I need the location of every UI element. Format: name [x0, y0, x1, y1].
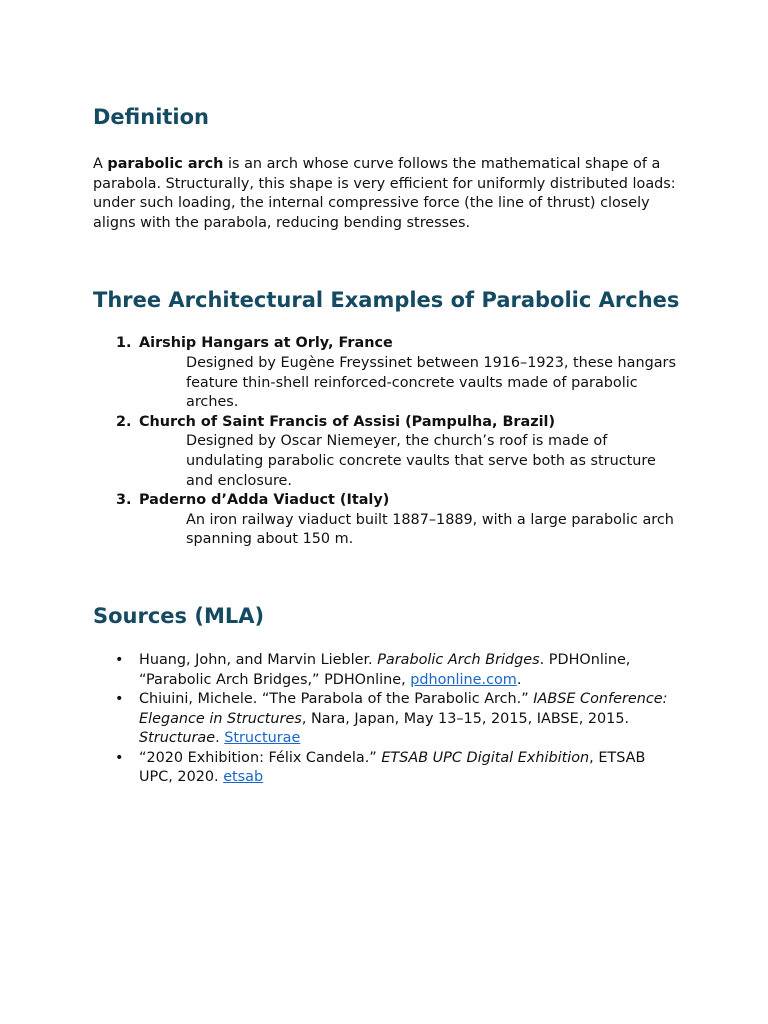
- source-text: “2020 Exhibition: Félix Candela.”: [139, 749, 382, 766]
- examples-heading: Three Architectural Examples of Parabolic Arches: [93, 288, 680, 313]
- definition-term: parabolic arch: [107, 156, 224, 172]
- examples-list: [93, 334, 683, 550]
- example-description: An iron railway viaduct built 1887–1889, with a large parabolic arch spanning about 150 m.: [186, 511, 674, 548]
- source-title: IABSE Conference: Elegance in Structures: [139, 691, 668, 727]
- source-title: Structurae: [139, 730, 216, 747]
- list-item: [93, 334, 683, 412]
- source-title: Parabolic Arch Bridges: [377, 651, 540, 668]
- source-text: , ETSAB UPC, 2020.: [139, 749, 646, 786]
- list-number: 2.: [116, 413, 132, 430]
- source-text: .: [215, 730, 225, 747]
- sources-heading: Sources (MLA): [93, 603, 265, 628]
- list-item: [93, 651, 683, 690]
- source-text: . PDHOnline, “Parabolic Arch Bridges,” PDHOnline,: [139, 651, 631, 688]
- example-description: Designed by Oscar Niemeyer, the church’s roof is made of undulating parabolic concrete vaults that serve both as structure and enclosure.: [186, 433, 656, 489]
- definition-prefix: A: [93, 156, 108, 172]
- source-text: Huang, John, and Marvin Liebler.: [139, 651, 378, 668]
- list-item: [93, 690, 683, 749]
- list-number: 3.: [116, 492, 132, 509]
- source-title: ETSAB UPC Digital Exhibition: [381, 749, 590, 766]
- document-content: [93, 103, 683, 788]
- source-link[interactable]: pdhonline.com: [410, 671, 517, 688]
- bullet-icon: •: [115, 651, 124, 668]
- bullet-icon: •: [115, 749, 124, 766]
- example-title: Church of Saint Francis of Assisi (Pampulha, Brazil): [139, 413, 556, 430]
- source-text: .: [516, 671, 522, 688]
- source-text: Chiuini, Michele. “The Parabola of the Parabolic Arch.”: [139, 691, 534, 708]
- source-text: , Nara, Japan, May 13–15, 2015, IABSE, 2015.: [301, 710, 630, 727]
- sources-list: [93, 651, 683, 788]
- example-title: Airship Hangars at Orly, France: [139, 335, 393, 352]
- definition-paragraph: [93, 155, 683, 233]
- list-item: [93, 413, 683, 491]
- bullet-icon: •: [115, 691, 124, 708]
- definition-text: is an arch whose curve follows the mathematical shape of a parabola. Structurally, this shape is very efficient for uniformly distributed loads: under such loading, the internal compressive force (the line of thrust) closely aligns with the parabola, reducing bending stresses.: [93, 156, 676, 231]
- example-title: Paderno d’Adda Viaduct (Italy): [139, 492, 390, 509]
- list-item: [93, 491, 683, 550]
- definition-heading: Definition: [93, 105, 210, 129]
- source-link[interactable]: Structurae: [224, 730, 301, 747]
- example-description: Designed by Eugène Freyssinet between 1916–1923, these hangars feature thin-shell reinforced-concrete vaults made of parabolic arches.: [186, 354, 676, 411]
- list-number: 1.: [116, 335, 132, 352]
- source-link[interactable]: etsab: [223, 769, 264, 786]
- list-item: [93, 749, 683, 788]
